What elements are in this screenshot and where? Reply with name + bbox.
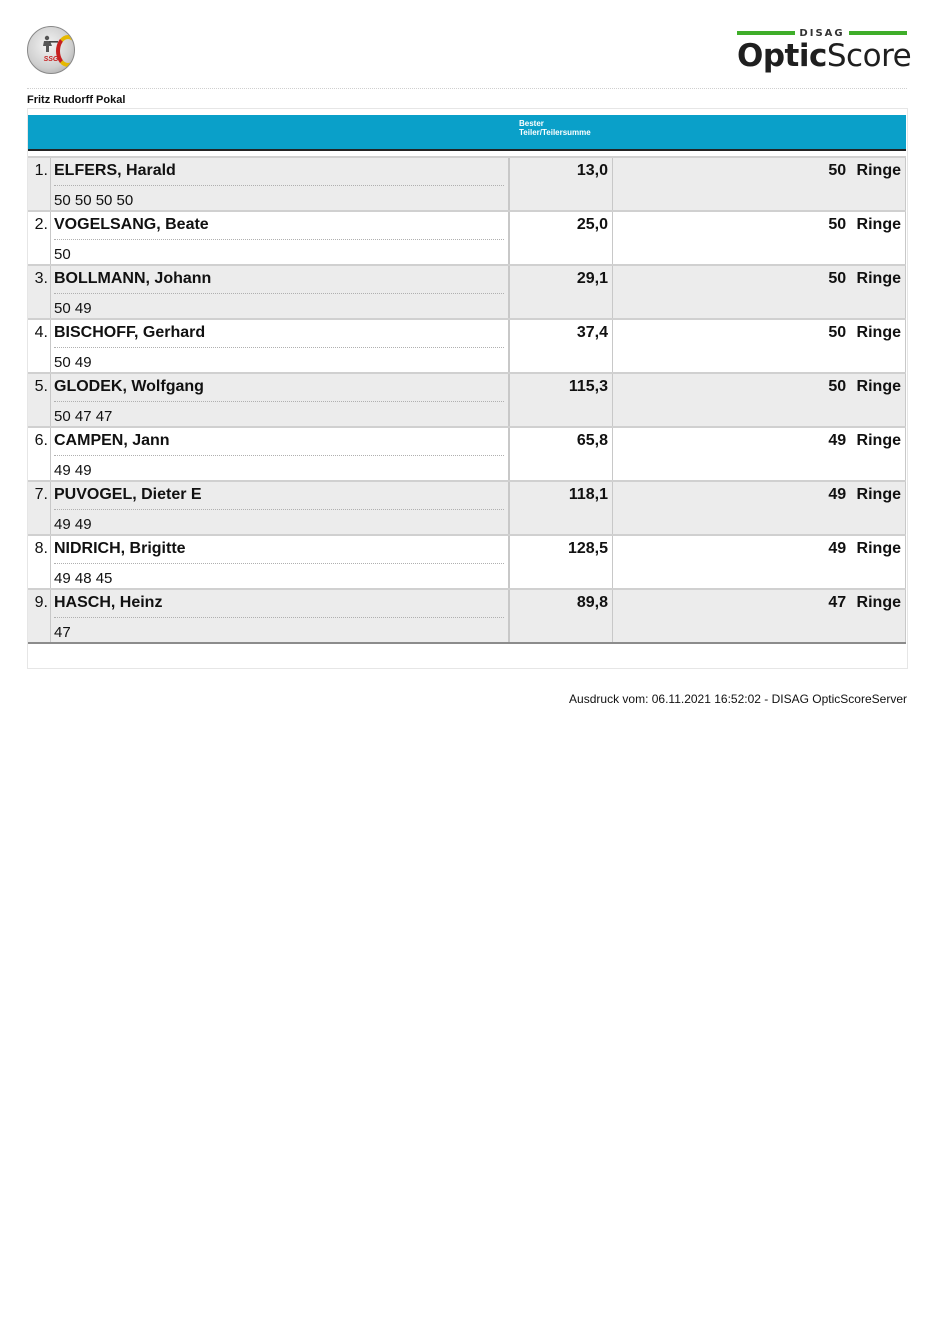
ringe-cell — [613, 590, 906, 642]
series-scores: 50 — [54, 246, 71, 263]
series-scores: 47 — [54, 624, 71, 641]
event-title: Fritz Rudorff Pokal — [27, 94, 126, 106]
ringe-total: 50 Ringe — [828, 324, 901, 341]
ringe-cell — [613, 320, 906, 372]
logo-brand-top: DISAG — [799, 27, 845, 39]
table-row — [28, 264, 906, 318]
ringe-cell — [613, 266, 906, 318]
series-scores: 49 49 — [54, 516, 92, 533]
ringe-cell — [613, 158, 906, 210]
shooter-name: PUVOGEL, Dieter E — [54, 486, 202, 503]
rank: 5. — [34, 378, 48, 395]
column-header-teiler-line2: Teiler/Teilersumme — [519, 128, 591, 137]
shooter-name: CAMPEN, Jann — [54, 432, 170, 449]
best-teiler: 118,1 — [568, 486, 608, 503]
teiler-cell — [509, 590, 613, 642]
rank: 7. — [34, 486, 48, 503]
row-divider — [54, 347, 504, 348]
header-divider — [27, 88, 907, 89]
row-divider — [54, 293, 504, 294]
name-cell — [50, 590, 510, 642]
rank: 1. — [34, 162, 48, 179]
shooter-name: VOGELSANG, Beate — [54, 216, 209, 233]
shooter-name: HASCH, Heinz — [54, 594, 163, 611]
row-divider — [54, 563, 504, 564]
table-row — [28, 426, 906, 480]
ringe-total: 50 Ringe — [828, 378, 901, 395]
rank: 6. — [34, 432, 48, 449]
ringe-total: 49 Ringe — [828, 540, 901, 557]
series-scores: 50 50 50 50 — [54, 192, 134, 209]
name-cell — [50, 266, 510, 318]
rank: 8. — [34, 540, 48, 557]
rank: 9. — [34, 594, 48, 611]
row-divider — [54, 185, 504, 186]
ringe-total: 49 Ringe — [828, 432, 901, 449]
shooter-name: ELFERS, Harald — [54, 162, 176, 179]
disag-opticscore-logo — [737, 27, 912, 74]
name-cell — [50, 212, 510, 264]
club-logo-text: SSG — [43, 56, 59, 63]
series-scores: 50 47 47 — [54, 408, 113, 425]
ringe-total: 50 Ringe — [828, 270, 901, 287]
row-divider — [54, 509, 504, 510]
table-header — [28, 115, 906, 151]
teiler-cell — [509, 158, 613, 210]
best-teiler: 29,1 — [576, 270, 608, 287]
table-row — [28, 318, 906, 372]
best-teiler: 115,3 — [568, 378, 608, 395]
teiler-cell — [509, 212, 613, 264]
logo-bar-left — [737, 31, 795, 35]
rank: 2. — [34, 216, 48, 233]
logo-optic: Optic — [737, 38, 827, 74]
table-row — [28, 372, 906, 426]
logo-score: Score — [826, 38, 912, 74]
ringe-cell — [613, 374, 906, 426]
ringe-total: 47 Ringe — [828, 594, 901, 611]
teiler-cell — [509, 266, 613, 318]
table-row — [28, 534, 906, 588]
column-header-teiler-line1: Bester — [519, 119, 544, 128]
best-teiler: 89,8 — [576, 594, 608, 611]
ringe-total: 50 Ringe — [828, 216, 901, 233]
series-scores: 50 49 — [54, 354, 92, 371]
best-teiler: 128,5 — [567, 540, 608, 557]
ringe-cell — [613, 536, 906, 588]
series-scores: 49 49 — [54, 462, 92, 479]
name-cell — [50, 158, 510, 210]
ringe-total: 49 Ringe — [828, 486, 901, 503]
shooter-name: NIDRICH, Brigitte — [54, 540, 186, 557]
rank: 4. — [34, 324, 48, 341]
teiler-cell — [509, 482, 613, 534]
ringe-cell — [613, 428, 906, 480]
best-teiler: 65,8 — [576, 432, 608, 449]
best-teiler: 37,4 — [576, 324, 608, 341]
shooter-name: BISCHOFF, Gerhard — [54, 324, 206, 341]
rank: 3. — [34, 270, 48, 287]
ringe-cell — [613, 212, 906, 264]
shooter-name: GLODEK, Wolfgang — [54, 378, 204, 395]
teiler-cell — [509, 536, 613, 588]
shooter-name: BOLLMANN, Johann — [54, 270, 212, 287]
series-scores: 50 49 — [54, 300, 92, 317]
print-timestamp: Ausdruck vom: 06.11.2021 16:52:02 - DISAG OpticScoreServer — [569, 692, 907, 706]
series-scores: 49 48 45 — [54, 570, 113, 587]
teiler-cell — [509, 320, 613, 372]
table-row — [28, 588, 906, 644]
logo-bar-right — [849, 31, 907, 35]
name-cell — [50, 428, 510, 480]
name-cell — [50, 320, 510, 372]
ringe-cell — [613, 482, 906, 534]
club-logo — [27, 26, 75, 74]
table-row — [28, 210, 906, 264]
row-divider — [54, 455, 504, 456]
row-divider — [54, 239, 504, 240]
row-divider — [54, 617, 504, 618]
column-header-teiler — [519, 119, 591, 137]
name-cell — [50, 482, 510, 534]
best-teiler: 13,0 — [576, 162, 608, 179]
table-row — [28, 156, 906, 210]
best-teiler: 25,0 — [576, 216, 608, 233]
name-cell — [50, 374, 510, 426]
row-divider — [54, 401, 504, 402]
name-cell — [50, 536, 510, 588]
teiler-cell — [509, 374, 613, 426]
table-row — [28, 480, 906, 534]
ringe-total: 50 Ringe — [828, 162, 901, 179]
results-table — [28, 156, 906, 644]
teiler-cell — [509, 428, 613, 480]
